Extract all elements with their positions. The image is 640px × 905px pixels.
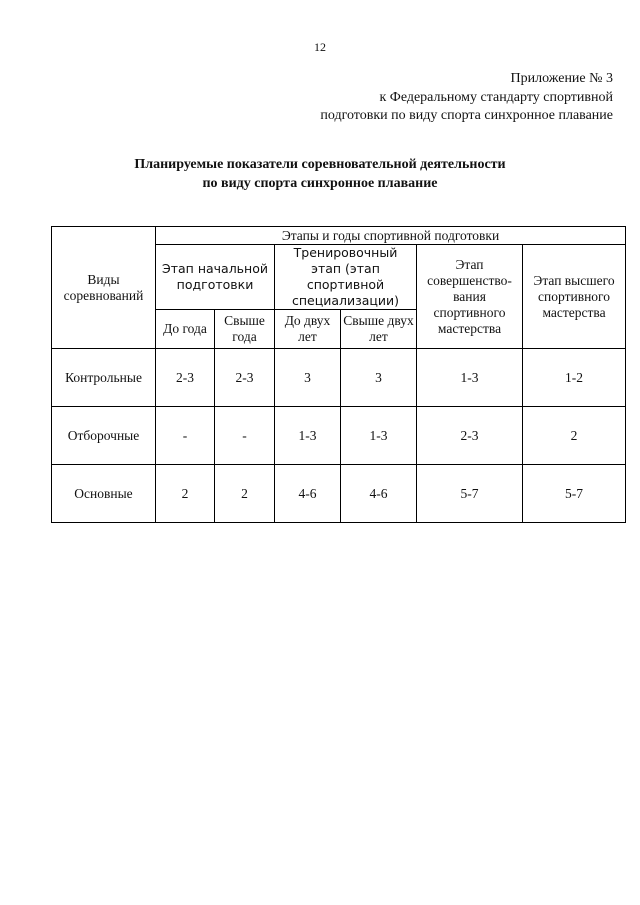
header-year-over-1: Свыше года: [215, 310, 275, 349]
table-cell: 1-3: [341, 407, 417, 465]
header-year-under-1: До года: [156, 310, 215, 349]
header-stage-highest: Этап высшего спортивного мастерства: [523, 245, 626, 349]
row-label: Контрольные: [52, 349, 156, 407]
table-row: [52, 465, 626, 523]
row-label: Отборочные: [52, 407, 156, 465]
table-cell: 1-3: [417, 349, 523, 407]
header-stage-initial: Этап начальной подготовки: [156, 245, 275, 310]
appendix-line-2: к Федеральному стандарту спортивной: [379, 89, 613, 105]
competition-table: [51, 226, 626, 523]
table-cell: 5-7: [523, 465, 626, 523]
title-line-1: Планируемые показатели соревновательной деятельности: [134, 157, 506, 172]
header-year-under-2: До двух лет: [275, 310, 341, 349]
header-year-over-2: Свыше двух лет: [341, 310, 417, 349]
appendix-note: [320, 70, 613, 126]
table-cell: 3: [275, 349, 341, 407]
table-cell: 2-3: [417, 407, 523, 465]
table-cell: 2: [523, 407, 626, 465]
table-cell: 5-7: [417, 465, 523, 523]
table-cell: 2-3: [156, 349, 215, 407]
table-cell: 2: [156, 465, 215, 523]
page-number: 12: [314, 40, 326, 54]
title-line-2: по виду спорта синхронное плавание: [202, 176, 438, 191]
table-cell: 1-2: [523, 349, 626, 407]
table-cell: 3: [341, 349, 417, 407]
table-cell: -: [215, 407, 275, 465]
col-header-competition-types: Виды соревнований: [52, 227, 156, 349]
table-cell: 2: [215, 465, 275, 523]
table-cell: 4-6: [341, 465, 417, 523]
header-stage-improvement: Этап совершенство-вания спортивного мастерства: [417, 245, 523, 349]
table-cell: -: [156, 407, 215, 465]
table-row: [52, 407, 626, 465]
appendix-line-1: Приложение № 3: [510, 71, 613, 86]
appendix-line-3: подготовки по виду спорта синхронное плавание: [320, 108, 613, 123]
table-row: [52, 349, 626, 407]
header-stage-training: Тренировочный этап (этап спортивной специализации): [275, 245, 417, 310]
row-label: Основные: [52, 465, 156, 523]
group-header-stages: Этапы и годы спортивной подготовки: [156, 227, 626, 245]
document-title: [0, 155, 640, 193]
table-cell: 2-3: [215, 349, 275, 407]
table-cell: 4-6: [275, 465, 341, 523]
table-cell: 1-3: [275, 407, 341, 465]
